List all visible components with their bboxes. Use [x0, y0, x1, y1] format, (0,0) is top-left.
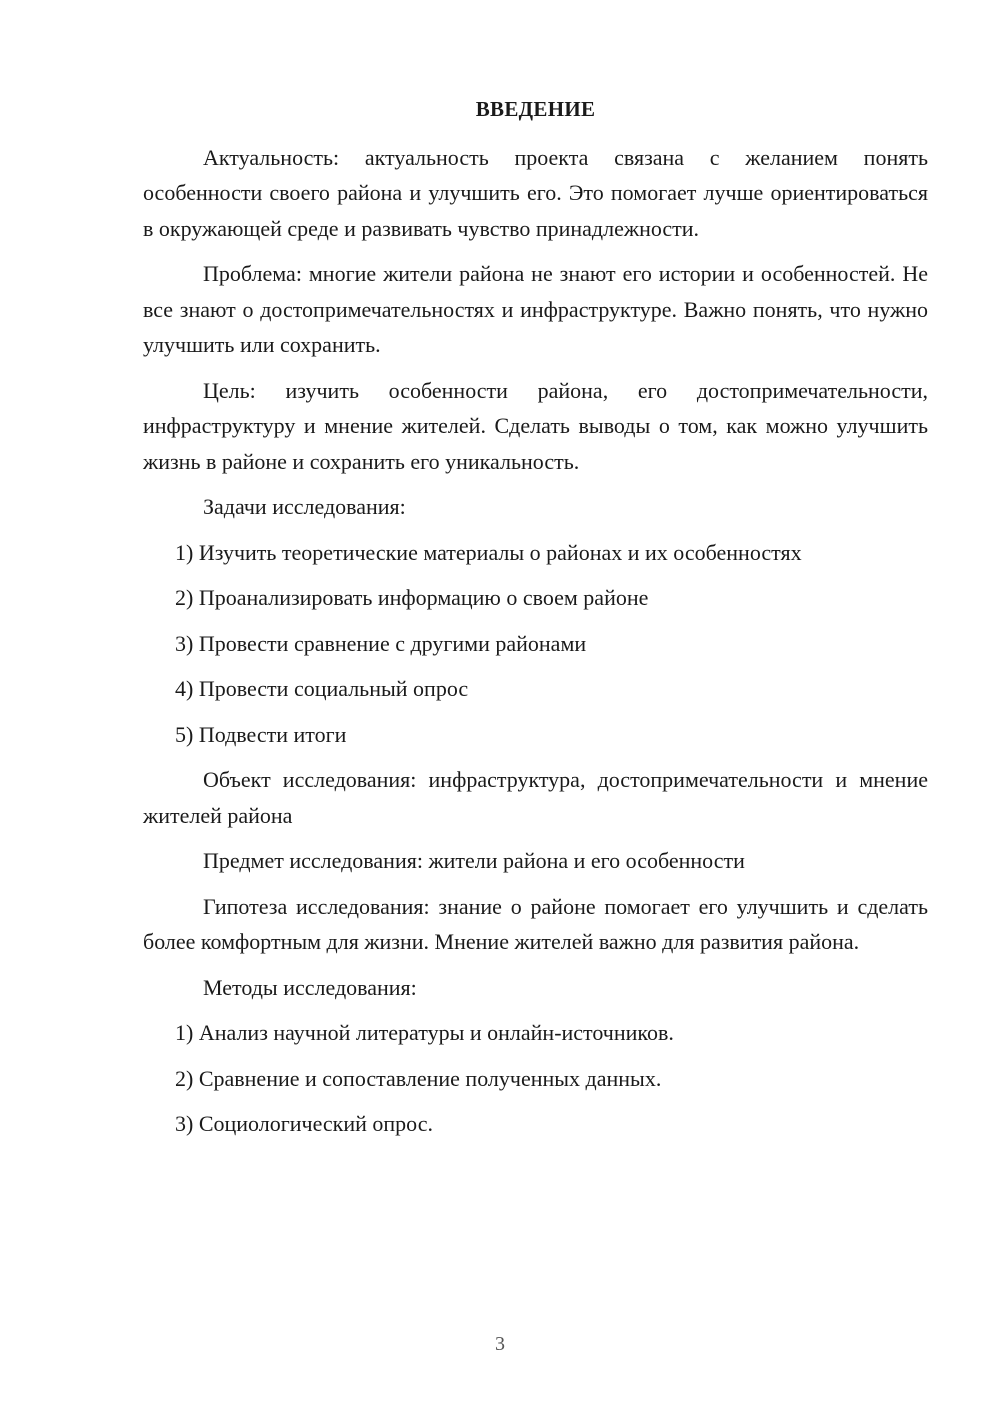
task-item: 5) Подвести итоги: [175, 721, 347, 747]
document-page: [143, 92, 928, 1152]
task-item: 3) Провести сравнение с другими районами: [175, 630, 587, 656]
hypothesis-paragraph: Гипотеза исследования: знание о районе помогает его улучшить и сделать более комфортным для жизни. Мнение жителей важно для развития района.: [143, 893, 928, 954]
goal-paragraph: Цель: изучить особенности района, его достопримечательности, инфраструктуру и мнение жителей. Сделать выводы о том, как можно улучшить жизнь в районе и сохранить его уникальность.: [143, 377, 928, 474]
problem-paragraph: Проблема: многие жители района не знают его истории и особенностей. Не все знают о достопримечательностях и инфраструктуре. Важно понять, что нужно улучшить или сохранить.: [143, 261, 928, 357]
method-item: 1) Анализ научной литературы и онлайн-источников.: [175, 1020, 674, 1045]
object-paragraph: Объект исследования: инфраструктура, достопримечательности и мнение жителей района: [143, 767, 928, 828]
tasks-list: [143, 535, 928, 753]
subject-paragraph: Предмет исследования: жители района и его особенности: [203, 848, 745, 873]
relevance-paragraph: Актуальность: актуальность проекта связана с желанием понять особенности своего района и улучшить его. Это помогает лучше ориентироваться в окружающей среде и развивать чувство принадлежности.: [143, 144, 928, 241]
methods-list: [143, 1015, 928, 1142]
task-item: 1) Изучить теоретические материалы о районах и их особенностях: [175, 539, 802, 565]
method-item: 2) Сравнение и сопоставление полученных данных.: [175, 1065, 662, 1091]
task-item: 2) Проанализировать информацию о своем районе: [175, 585, 649, 610]
tasks-heading: Задачи исследования:: [203, 494, 406, 519]
page-number: 3: [495, 1333, 505, 1355]
method-item: 3) Социологический опрос.: [175, 1111, 433, 1136]
methods-heading: Методы исследования:: [203, 974, 417, 1000]
task-item: 4) Провести социальный опрос: [175, 676, 469, 701]
section-title: ВВЕДЕНИЕ: [475, 97, 596, 121]
